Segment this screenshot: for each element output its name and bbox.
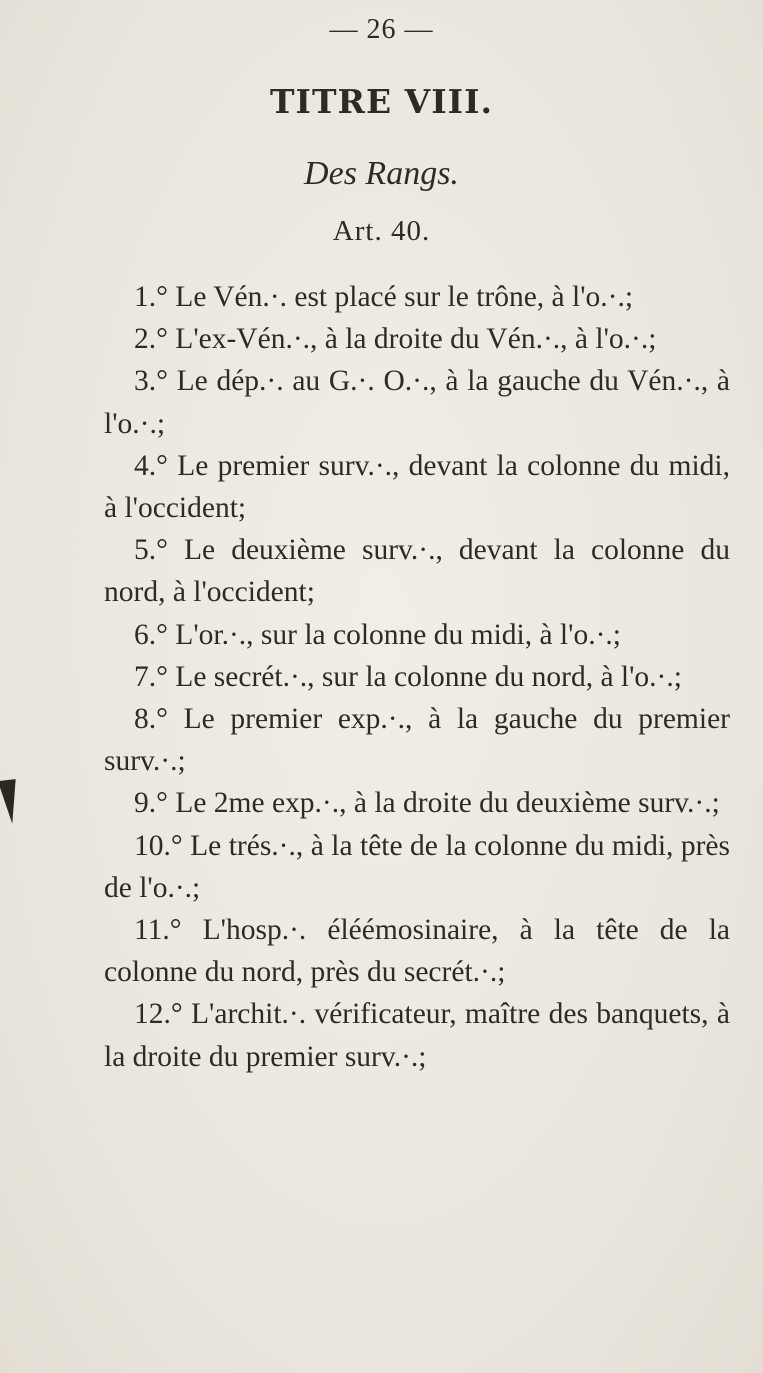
chapter-subtitle: Des Rangs. bbox=[304, 155, 459, 192]
rank-entry-4: 4.° Le premier surv.·., devant la colonne du midi, à l'occident; bbox=[104, 449, 730, 525]
rank-entry-6: 6.° L'or.·., sur la colonne du midi, à l'o.·.; bbox=[134, 618, 621, 651]
chapter-title: TITRE VIII. bbox=[269, 82, 494, 121]
rank-entry-5: 5.° Le deuxième surv.·., devant la colonne du nord, à l'occident; bbox=[104, 534, 730, 609]
rank-list bbox=[104, 276, 730, 1078]
rank-entry-1: 1.° Le Vén.·. est placé sur le trône, à l'o.·.; bbox=[134, 281, 634, 313]
rank-entry-12: 12.° L'archit.·. vérificateur, maître des banquets, à la droite du premier surv.·.; bbox=[104, 998, 730, 1073]
rank-entry-10: 10.° Le trés.·., à la tête de la colonne du midi, près de l'o.·.; bbox=[104, 829, 730, 904]
article-heading: Art. 40. bbox=[332, 215, 431, 247]
page-number: — 26 — bbox=[329, 14, 434, 45]
rank-entry-3: 3.° Le dép.·. au G.·. O.·., à la gauche du Vén.·., à l'o.·.; bbox=[104, 365, 730, 440]
rank-entry-7: 7.° Le secrét.·., sur la colonne du nord, à l'o.·.; bbox=[134, 660, 682, 693]
rank-entry-2: 2.° L'ex-Vén.·., à la droite du Vén.·., à l'o.·.; bbox=[134, 323, 657, 356]
margin-ink-mark bbox=[0, 779, 20, 825]
rank-entry-11: 11.° L'hosp.·. éléémosinaire, à la tête de la colonne du nord, près du secrét.·.; bbox=[104, 914, 730, 989]
rank-entry-8: 8.° Le premier exp.·., à la gauche du premier surv.·.; bbox=[104, 703, 730, 778]
rank-entry-9: 9.° Le 2me exp.·., à la droite du deuxième surv.·.; bbox=[134, 787, 720, 820]
